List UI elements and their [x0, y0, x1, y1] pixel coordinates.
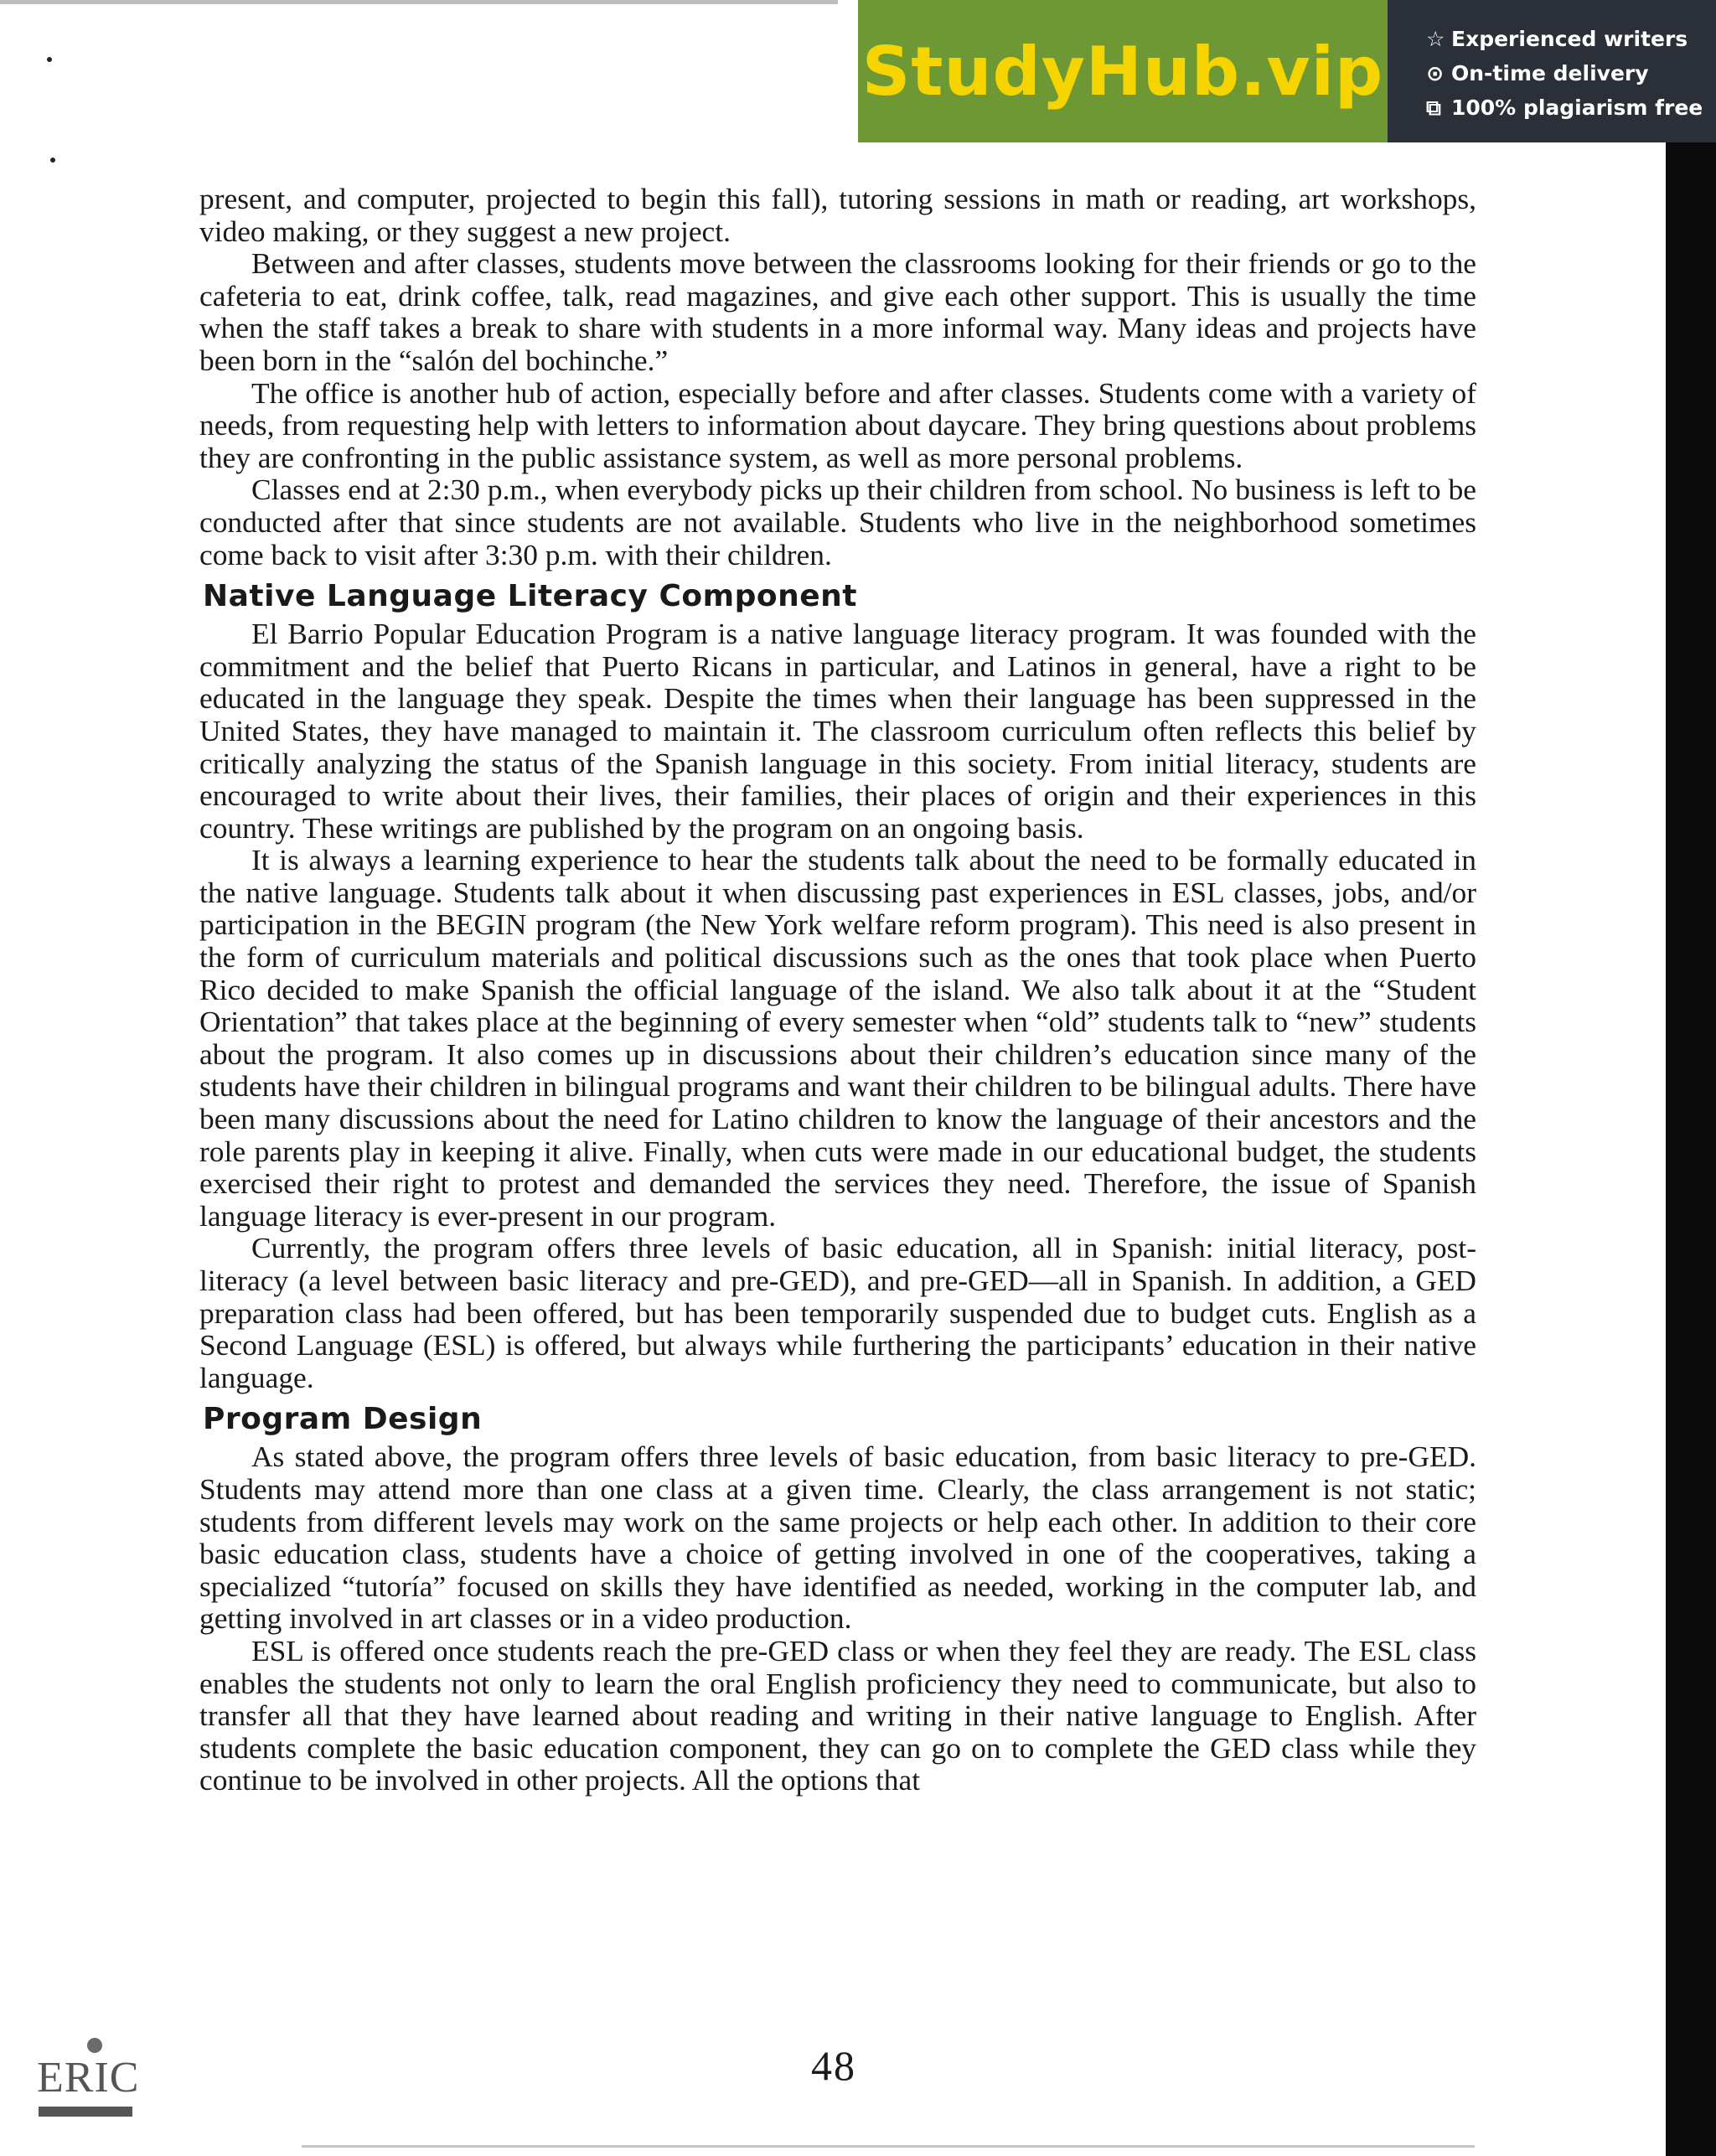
star-outline-icon: ☆ [1426, 27, 1445, 51]
copy-document-icon: ⧉ [1426, 96, 1441, 120]
paragraph: The office is another hub of action, especially before and after classes. Students come with a variety of needs, from requesting help with letters to information about daycare. They bring questions about problems they are confronting in the public assistance system, as well as more personal problems. [199, 375, 1476, 474]
document-body [199, 183, 1476, 1797]
scan-speck [47, 57, 52, 62]
section-heading: Program Design [203, 1402, 483, 1437]
section-heading: Native Language Literacy Component [203, 579, 857, 614]
clock-icon: ⊙ [1426, 61, 1444, 85]
scan-top-rule [0, 0, 838, 4]
paragraph: present, and computer, projected to begin this fall), tutoring sessions in math or reading, art workshops, video making, or they suggest a new project. [199, 182, 1476, 248]
paragraph: As stated above, the program offers three levels of basic education, from basic literacy to pre-GED. Students may attend more than one class at a given time. Clearly, the class arrangement is not static; students from different levels may work on the same projects or help each other. In addition to their core basic education class, students have a choice of getting involved in one of the cooperatives, taking a specialized “tutoría” focused on skills they have identified as needed, working in the computer lab, and getting involved in art classes or in a video production. [199, 1440, 1476, 1636]
scan-speck [50, 158, 55, 163]
studyhub-banner[interactable] [858, 0, 1716, 142]
studyhub-logo-text: StudyHub.vip [861, 32, 1384, 111]
eric-logo [35, 2036, 140, 2120]
feature-experienced-writers [1426, 22, 1716, 56]
paragraph: Classes end at 2:30 p.m., when everybody picks up their children from school. No business is left to be conducted after that since students are not available. Students who live in the neighborhood sometimes come back to visit after 3:30 p.m. with their children. [199, 473, 1476, 571]
paragraph: It is always a learning experience to hear the students talk about the need to be formally educated in the native language. Students talk about it when discussing past experiences in ESL classes, jobs, and/or participation in the BEGIN program (the New York welfare reform program). This need is also present in the form of curriculum materials and political discussions such as the ones that took place when Puerto Rico decided to make Spanish the official language of the island. We also talk about it at the “Student Orientation” that takes place at the beginning of every semester when “old” students talk to “new” students about the program. It also comes up in discussions about their children’s education since many of the students have their children in bilingual programs and want their children to be bilingual adults. There have been many discussions about the need for Latino children to know the language of their ancestors and the role parents play in keeping it alive. Finally, when cuts were made in our educational budget, the students exercised their right to protest and demanded the services they need. Therefore, the issue of Spanish language literacy is ever-present in our program. [199, 843, 1476, 1233]
feature-label: 100% plagiarism free [1451, 96, 1703, 120]
eric-logo-bar [39, 2107, 132, 2117]
paragraph: Currently, the program offers three levels of basic education, all in Spanish: initial literacy, post-literacy (a level between basic literacy and pre-GED), and pre-GED—all in Spanish. In addition, a GED preparation class had been offered, but has been temporarily suspended due to budget cuts. English as a Second Language (ESL) is offered, but always while furthering the participants’ education in their native language. [199, 1231, 1476, 1394]
studyhub-logo[interactable] [858, 0, 1388, 142]
paragraph: El Barrio Popular Education Program is a native language literacy program. It was founded with the commitment and the belief that Puerto Ricans in particular, and Latinos in general, have a right to be educated in the language they speak. Despite the times when their language has been suppressed in the United States, they have managed to maintain it. The classroom curriculum often reflects this belief by critically analyzing the status of the Spanish language in this society. From initial literacy, students are encouraged to write about their lives, their families, their places of origin and their experiences in this country. These writings are published by the program on an ongoing basis. [199, 617, 1476, 845]
banner-features [1388, 0, 1716, 142]
feature-on-time-delivery [1426, 56, 1716, 90]
feature-label: On-time delivery [1451, 61, 1649, 85]
scan-edge-strip [1666, 142, 1716, 2156]
paragraph: Between and after classes, students move between the classrooms looking for their friends or go to the cafeteria to eat, drink coffee, talk, read magazines, and give each other support. This is usually the time when the staff takes a break to share with students in a more informal way. Many ideas and projects have been born in the “salón del bochinche.” [199, 246, 1476, 377]
paragraph: ESL is offered once students reach the pre-GED class or when they feel they are ready. The ESL class enables the students not only to learn the oral English proficiency they need to communicate, but also to transfer all that they have learned about reading and writing in their native language to English. After students complete the basic education component, they can go on to complete the GED class while they continue to be involved in other projects. All the options that [199, 1633, 1476, 1797]
eric-logo-dot [87, 2038, 102, 2053]
scan-bottom-rule [302, 2145, 1475, 2148]
page-number: 48 [811, 2042, 856, 2089]
feature-plagiarism-free [1426, 90, 1716, 125]
feature-label: Experienced writers [1451, 27, 1688, 51]
eric-logo-text: ERIC [37, 2054, 140, 2102]
